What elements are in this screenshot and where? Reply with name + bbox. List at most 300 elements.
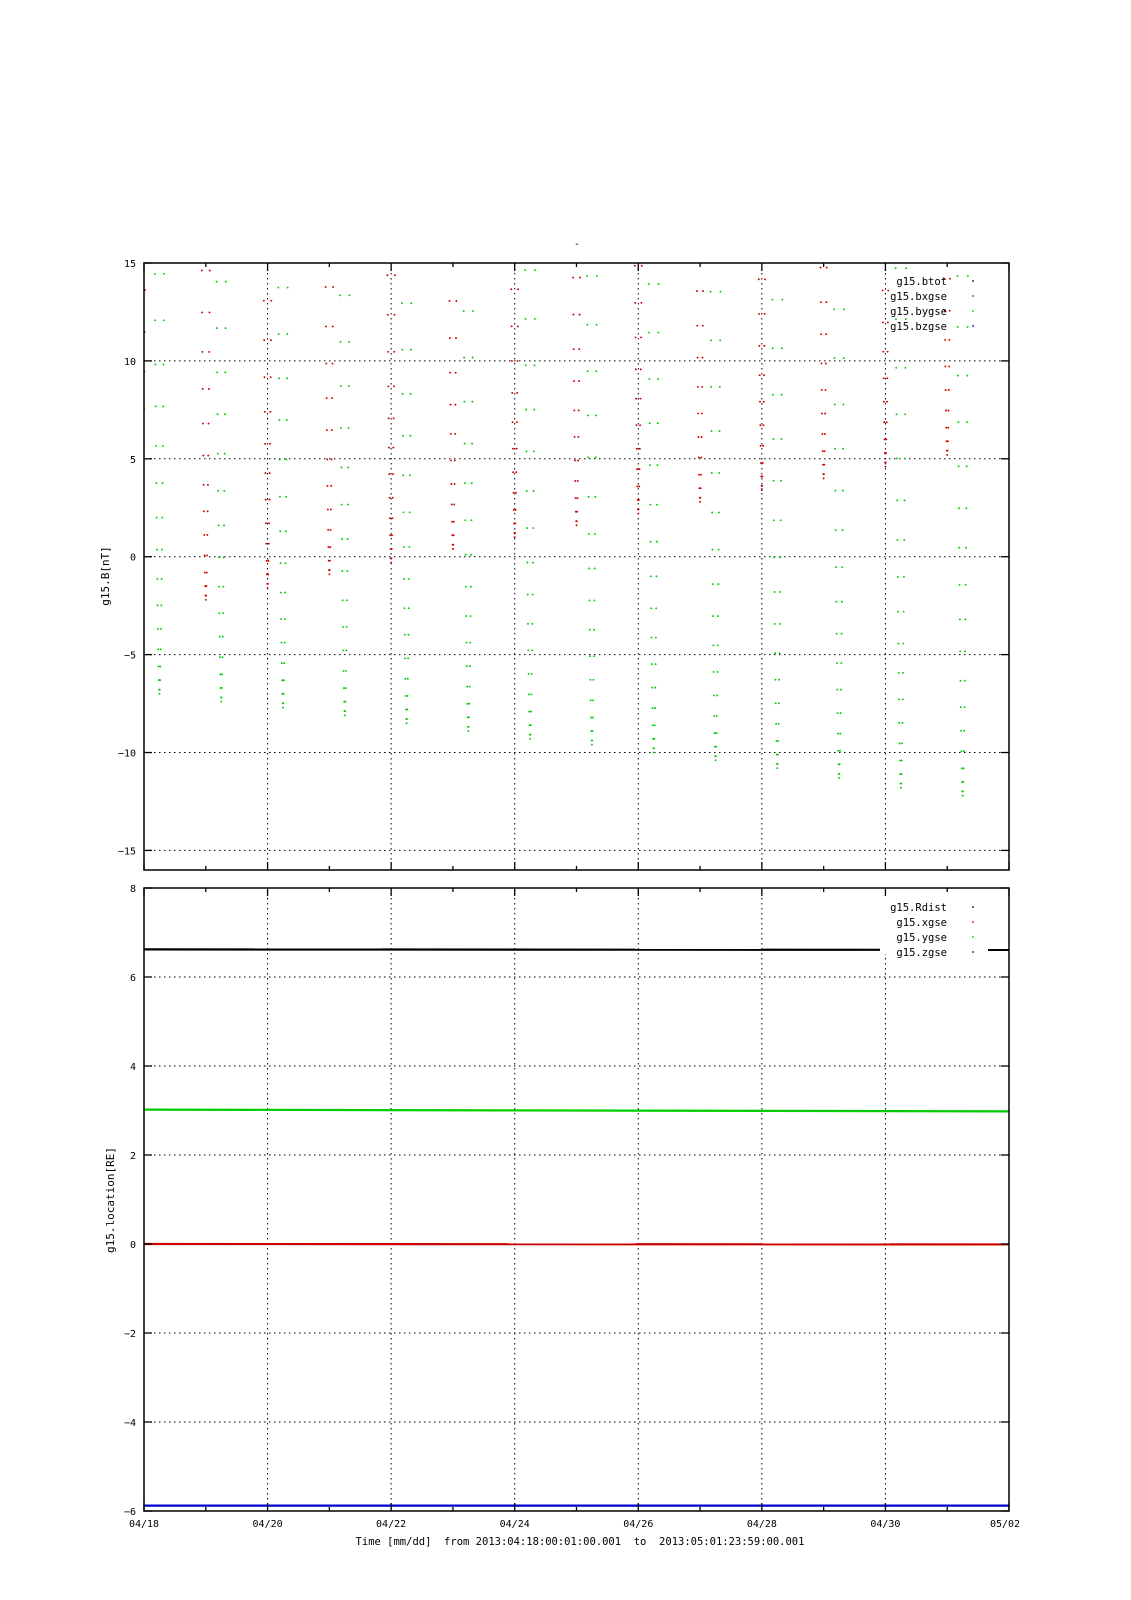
data-point — [960, 730, 962, 732]
data-point — [201, 270, 203, 272]
data-point — [655, 637, 657, 639]
data-point — [840, 712, 842, 714]
data-point — [901, 773, 903, 775]
data-point — [962, 781, 964, 783]
data-point — [201, 351, 203, 353]
data-point — [696, 325, 698, 327]
data-point — [773, 556, 775, 558]
data-point — [648, 332, 650, 334]
data-point — [947, 440, 949, 442]
data-point — [270, 376, 272, 378]
data-point — [776, 767, 778, 769]
data-point — [286, 333, 288, 335]
data-point — [269, 472, 271, 474]
y-tick-label: −5 — [123, 650, 136, 662]
data-point — [586, 275, 588, 277]
data-point — [700, 487, 702, 489]
data-point — [650, 575, 652, 577]
data-point — [886, 377, 888, 379]
data-point — [760, 462, 762, 464]
data-point — [833, 257, 835, 259]
data-point — [223, 524, 225, 526]
data-point — [392, 473, 394, 475]
data-point — [221, 687, 223, 689]
data-point — [572, 277, 574, 279]
data-point — [948, 339, 950, 341]
data-point — [657, 332, 659, 334]
data-point — [527, 594, 529, 596]
data-point — [511, 360, 513, 362]
data-point — [904, 499, 906, 501]
data-point — [760, 445, 762, 447]
data-point — [157, 648, 159, 650]
data-point — [961, 767, 963, 769]
data-point — [157, 628, 159, 630]
data-point — [959, 618, 961, 620]
y-tick-label: −4 — [123, 1418, 136, 1429]
caption-to-word: to — [633, 1536, 647, 1548]
data-point — [774, 591, 776, 593]
data-point — [967, 326, 969, 328]
data-point — [823, 477, 825, 479]
data-point — [648, 378, 650, 380]
data-point — [220, 701, 222, 703]
legend-marker-btot — [972, 280, 974, 282]
data-point — [391, 548, 393, 550]
data-point — [515, 509, 517, 511]
data-point — [882, 321, 884, 323]
data-point — [332, 326, 334, 328]
data-point — [469, 665, 471, 667]
data-point — [576, 524, 578, 526]
data-point — [205, 595, 207, 597]
data-point — [268, 522, 270, 524]
data-point — [450, 459, 452, 461]
data-point — [528, 693, 530, 695]
data-point — [470, 615, 472, 617]
data-point — [266, 560, 268, 562]
data-point — [156, 578, 158, 580]
data-point — [286, 377, 288, 379]
data-point — [899, 760, 901, 762]
data-point — [588, 533, 590, 535]
data-point — [719, 339, 721, 341]
data-point — [596, 324, 598, 326]
data-point — [393, 385, 395, 387]
data-point — [162, 445, 164, 447]
data-point — [410, 302, 412, 304]
data-point — [638, 485, 640, 487]
x-tick-label: 04/28 — [746, 1519, 777, 1530]
data-point — [591, 744, 593, 746]
data-point — [393, 417, 395, 419]
data-point — [959, 584, 961, 586]
data-point — [512, 471, 514, 473]
data-point — [454, 433, 456, 435]
data-point — [409, 511, 411, 513]
panel-magnetic-field — [99, 253, 1016, 870]
time-range-caption — [356, 1536, 805, 1548]
data-point — [340, 466, 342, 468]
data-point — [636, 448, 638, 450]
data-point — [774, 623, 776, 625]
data-point — [341, 504, 343, 506]
data-point — [958, 547, 960, 549]
data-point — [653, 752, 655, 754]
data-point — [957, 326, 959, 328]
legend-label-bygse: g15.bygse — [890, 306, 947, 318]
data-point — [344, 714, 346, 716]
data-point — [451, 504, 453, 506]
data-point — [821, 413, 823, 415]
y-tick-label: −6 — [123, 1507, 136, 1518]
data-point — [780, 438, 782, 440]
data-point — [593, 679, 595, 681]
data-point — [898, 722, 900, 724]
data-point — [472, 357, 474, 359]
data-point — [268, 543, 270, 545]
data-point — [217, 413, 219, 415]
data-point — [901, 742, 903, 744]
data-point — [714, 732, 716, 734]
data-point — [700, 457, 702, 459]
data-point — [453, 521, 455, 523]
data-point — [778, 679, 780, 681]
data-point — [408, 546, 410, 548]
data-point — [270, 339, 272, 341]
data-point — [454, 483, 456, 485]
data-point — [512, 421, 514, 423]
data-point — [962, 790, 964, 792]
data-point — [345, 687, 347, 689]
data-point — [267, 583, 269, 585]
data-point — [636, 485, 638, 487]
data-point — [594, 533, 596, 535]
data-point — [589, 599, 591, 601]
data-point — [387, 314, 389, 316]
data-point — [342, 649, 344, 651]
data-point — [654, 707, 656, 709]
data-point — [533, 450, 535, 452]
data-point — [330, 509, 332, 511]
data-point — [464, 482, 466, 484]
data-point — [513, 509, 515, 511]
panel-location — [104, 884, 1009, 1518]
data-point — [634, 265, 636, 267]
data-point — [516, 421, 518, 423]
data-point — [389, 517, 391, 519]
data-point — [142, 554, 144, 556]
data-point — [278, 419, 280, 421]
data-point — [775, 679, 777, 681]
data-point — [762, 445, 764, 447]
top-ytick-labels — [118, 259, 136, 857]
data-point — [963, 767, 965, 769]
data-point — [759, 401, 761, 403]
data-point — [517, 288, 519, 290]
data-point — [771, 299, 773, 301]
legend-label-rdist: g15.Rdist — [890, 902, 947, 914]
data-point — [404, 678, 406, 680]
data-point — [948, 365, 950, 367]
data-point — [466, 686, 468, 688]
data-point — [279, 459, 281, 461]
y-tick-label: 8 — [129, 884, 136, 895]
data-point — [1011, 440, 1013, 442]
data-point — [595, 456, 597, 458]
data-point — [595, 414, 597, 416]
data-point — [701, 386, 703, 388]
x-tick-label: 04/20 — [252, 1519, 283, 1530]
data-point — [527, 649, 529, 651]
data-point — [402, 474, 404, 476]
data-point — [219, 673, 221, 675]
data-point — [339, 294, 341, 296]
data-point — [140, 614, 142, 616]
data-point — [1011, 436, 1013, 438]
data-point — [656, 464, 658, 466]
data-point — [391, 534, 393, 536]
data-point — [219, 636, 221, 638]
data-point — [514, 523, 516, 525]
data-point — [269, 443, 271, 445]
data-point — [823, 473, 825, 475]
data-point — [903, 539, 905, 541]
data-point — [883, 421, 885, 423]
data-point — [635, 336, 637, 338]
data-point — [653, 738, 655, 740]
data-point — [885, 452, 887, 454]
data-point — [285, 496, 287, 498]
data-point — [715, 759, 717, 761]
data-point — [348, 427, 350, 429]
data-point — [700, 474, 702, 476]
data-point — [279, 496, 281, 498]
data-point — [904, 413, 906, 415]
data-point — [697, 357, 699, 359]
data-point — [330, 485, 332, 487]
data-point — [411, 254, 413, 256]
data-point — [904, 458, 906, 460]
data-point — [639, 448, 641, 450]
data-point — [325, 363, 327, 365]
data-point — [1013, 375, 1015, 377]
data-point — [1013, 325, 1015, 327]
data-point — [833, 308, 835, 310]
data-point — [699, 501, 701, 503]
data-point — [657, 378, 659, 380]
data-point — [533, 409, 535, 411]
data-point — [408, 578, 410, 580]
data-point — [701, 412, 703, 414]
data-point — [946, 454, 948, 456]
data-point — [824, 450, 826, 452]
data-point — [717, 644, 719, 646]
data-point — [963, 750, 965, 752]
data-point — [386, 274, 388, 276]
data-point — [835, 566, 837, 568]
data-point — [158, 693, 160, 695]
data-point — [885, 461, 887, 463]
data-point — [388, 417, 390, 419]
data-point — [160, 604, 162, 606]
data-point — [263, 258, 265, 260]
data-point — [579, 277, 581, 279]
data-point — [221, 673, 223, 675]
data-point — [331, 458, 333, 460]
data-point — [777, 754, 779, 756]
data-point — [263, 339, 265, 341]
data-point — [1014, 264, 1016, 266]
data-point — [634, 302, 636, 304]
data-point — [265, 499, 267, 501]
data-point — [947, 427, 949, 429]
data-point — [208, 388, 210, 390]
data-point — [222, 586, 224, 588]
data-point — [573, 409, 575, 411]
data-point — [218, 612, 220, 614]
data-point — [387, 351, 389, 353]
caption-prefix: Time [mm/dd] from — [355, 1536, 470, 1548]
data-point — [268, 560, 270, 562]
data-point — [839, 733, 841, 735]
data-point — [710, 339, 712, 341]
data-point — [778, 723, 780, 725]
data-point — [203, 484, 205, 486]
data-point — [524, 269, 526, 271]
data-point — [903, 576, 905, 578]
data-point — [775, 723, 777, 725]
data-point — [588, 568, 590, 570]
data-point — [209, 270, 211, 272]
data-point — [224, 413, 226, 415]
data-point — [463, 357, 465, 359]
data-point — [161, 549, 163, 551]
data-point — [467, 730, 469, 732]
data-point — [840, 662, 842, 664]
data-point — [775, 702, 777, 704]
data-point — [264, 411, 266, 413]
data-point — [223, 490, 225, 492]
y-tick-label: 0 — [129, 552, 136, 564]
data-point — [962, 795, 964, 797]
data-point — [897, 539, 899, 541]
data-point — [590, 717, 592, 719]
data-point — [532, 527, 534, 529]
y-tick-label: −15 — [117, 846, 136, 858]
data-point — [777, 763, 779, 765]
data-point — [963, 730, 965, 732]
data-point — [896, 499, 898, 501]
data-point — [901, 760, 903, 762]
data-point — [348, 294, 350, 296]
legend-marker-zgse — [972, 951, 974, 953]
data-point — [697, 412, 699, 414]
data-point — [574, 480, 576, 482]
data-point — [202, 423, 204, 425]
data-point — [216, 371, 218, 373]
data-point — [758, 345, 760, 347]
legend-marker-xgse — [972, 921, 974, 923]
data-point — [388, 447, 390, 449]
data-point — [208, 423, 210, 425]
data-point — [648, 283, 650, 285]
data-point — [820, 267, 822, 269]
data-point — [586, 324, 588, 326]
data-point — [404, 657, 406, 659]
top-legend — [890, 276, 974, 333]
data-point — [407, 657, 409, 659]
data-point — [452, 548, 454, 550]
data-point — [137, 371, 139, 373]
data-point — [573, 348, 575, 350]
data-point — [138, 530, 140, 532]
data-point — [763, 401, 765, 403]
data-point — [207, 510, 209, 512]
data-point — [472, 310, 474, 312]
data-point — [701, 436, 703, 438]
data-point — [778, 702, 780, 704]
data-point — [965, 507, 967, 509]
data-point — [712, 644, 714, 646]
data-point — [825, 389, 827, 391]
data-point — [655, 663, 657, 665]
y-tick-label: −10 — [117, 748, 136, 760]
data-point — [449, 300, 451, 302]
data-point — [159, 679, 161, 681]
data-point — [779, 591, 781, 593]
data-point — [207, 455, 209, 457]
data-point — [138, 554, 140, 556]
top-y-axis-label: g15.B[nT] — [99, 546, 112, 606]
data-point — [222, 612, 224, 614]
data-point — [1012, 427, 1014, 429]
data-point — [639, 468, 641, 470]
data-point — [340, 341, 342, 343]
series-g15-bygse — [154, 254, 969, 797]
data-point — [758, 278, 760, 280]
data-point — [886, 401, 888, 403]
data-point — [763, 345, 765, 347]
data-point — [821, 433, 823, 435]
data-point — [154, 273, 156, 275]
data-point — [594, 496, 596, 498]
data-point — [140, 618, 142, 620]
data-point — [579, 314, 581, 316]
legend-label-bxgse: g15.bxgse — [890, 291, 947, 303]
data-point — [464, 443, 466, 445]
data-point — [965, 584, 967, 586]
data-point — [403, 607, 405, 609]
data-point — [716, 695, 718, 697]
data-point — [900, 783, 902, 785]
legend-label-bzgse: g15.bzgse — [890, 321, 947, 333]
data-point — [218, 524, 220, 526]
data-point — [217, 453, 219, 455]
data-point — [141, 605, 143, 607]
data-point — [455, 300, 457, 302]
data-point — [578, 409, 580, 411]
data-point — [883, 401, 885, 403]
data-point — [592, 699, 594, 701]
data-point — [654, 687, 656, 689]
data-point — [834, 404, 836, 406]
data-point — [224, 453, 226, 455]
data-point — [409, 474, 411, 476]
data-point — [839, 763, 841, 765]
data-point — [161, 517, 163, 519]
series-g15-ygse — [144, 1110, 1009, 1112]
